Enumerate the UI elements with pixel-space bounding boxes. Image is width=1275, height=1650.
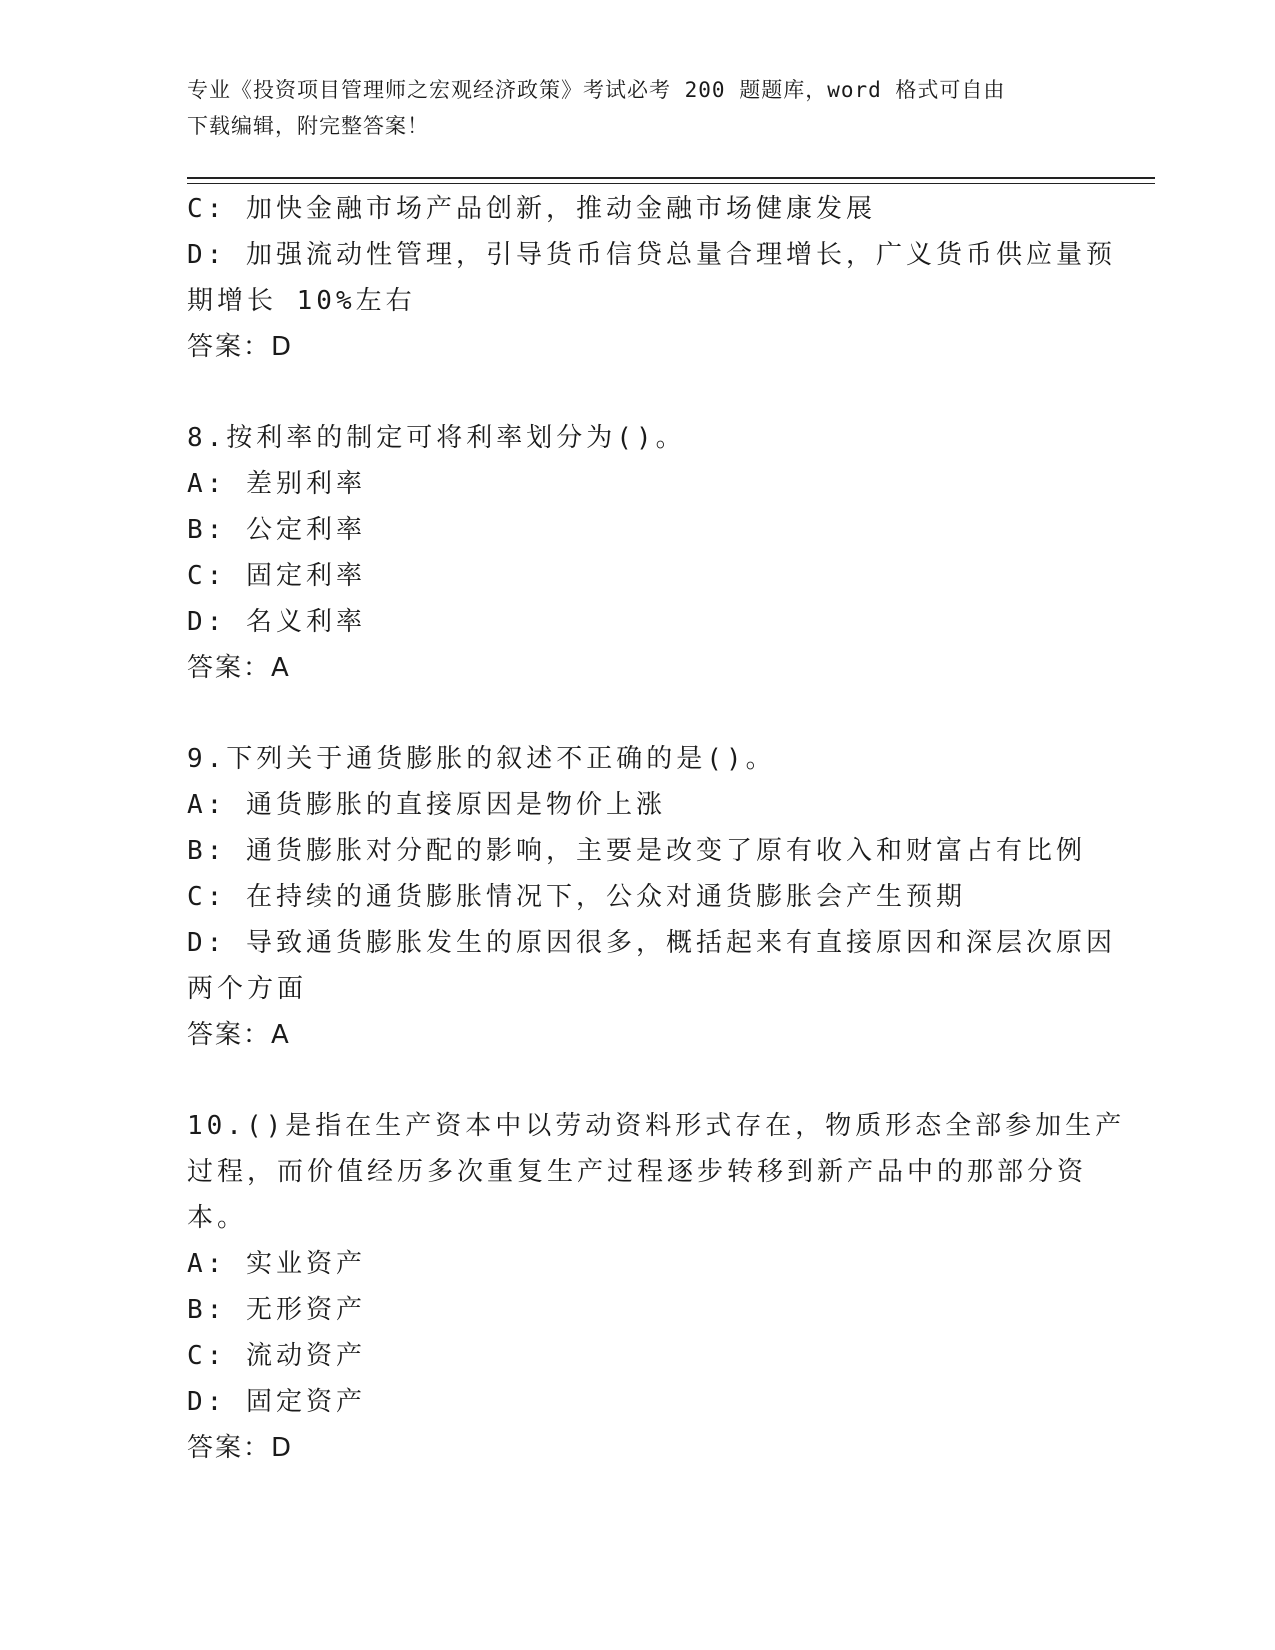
option-c: C: 在持续的通货膨胀情况下，公众对通货膨胀会产生预期 xyxy=(187,882,966,912)
document-header xyxy=(187,72,1067,144)
answer: 答案：A xyxy=(187,653,291,683)
question-8 xyxy=(187,415,1087,691)
question-list xyxy=(187,186,1126,1471)
question-stem-line-1: 10.()是指在生产资本中以劳动资料形式存在，物质形态全部参加生产 xyxy=(187,1111,1126,1141)
header-line-2: 下载编辑，附完整答案！ xyxy=(187,114,429,138)
option-a: A: 实业资产 xyxy=(187,1249,366,1279)
option-b: B: 公定利率 xyxy=(187,515,366,545)
option-a: A: 差别利率 xyxy=(187,469,366,499)
option-d-line-2: 期增长 10%左右 xyxy=(187,286,416,316)
spacer xyxy=(187,691,1087,736)
option-c: C: 固定利率 xyxy=(187,561,366,591)
answer: 答案：D xyxy=(187,332,294,362)
option-d-line-1: D: 导致通货膨胀发生的原因很多，概括起来有直接原因和深层次原因 xyxy=(187,928,1116,958)
spacer xyxy=(187,370,1087,415)
option-d: D: 固定资产 xyxy=(187,1387,366,1417)
option-c: C: 加快金融市场产品创新，推动金融市场健康发展 xyxy=(187,194,876,224)
spacer xyxy=(187,1058,1087,1103)
question-7-tail xyxy=(187,186,1116,370)
option-d-line-1: D: 加强流动性管理，引导货币信贷总量合理增长，广义货币供应量预 xyxy=(187,240,1116,270)
question-stem: 8.按利率的制定可将利率划分为()。 xyxy=(187,423,686,453)
option-d: D: 名义利率 xyxy=(187,607,366,637)
question-stem-line-3: 本。 xyxy=(187,1203,248,1233)
question-10 xyxy=(187,1103,1126,1471)
option-d-line-2: 两个方面 xyxy=(187,974,308,1004)
header-divider-thick xyxy=(187,177,1155,179)
question-stem: 9.下列关于通货膨胀的叙述不正确的是()。 xyxy=(187,744,776,774)
header-divider-thin xyxy=(187,183,1155,184)
question-stem-line-2: 过程，而价值经历多次重复生产过程逐步转移到新产品中的那部分资 xyxy=(187,1157,1088,1187)
option-b: B: 无形资产 xyxy=(187,1295,366,1325)
option-a: A: 通货膨胀的直接原因是物价上涨 xyxy=(187,790,666,820)
option-c: C: 流动资产 xyxy=(187,1341,366,1371)
question-9 xyxy=(187,736,1116,1058)
header-line-1: 专业《投资项目管理师之宏观经济政策》考试必考 200 题题库，word 格式可自由 xyxy=(187,78,1006,102)
answer: 答案：D xyxy=(187,1433,294,1463)
answer: 答案：A xyxy=(187,1020,291,1050)
option-b: B: 通货膨胀对分配的影响，主要是改变了原有收入和财富占有比例 xyxy=(187,836,1086,866)
